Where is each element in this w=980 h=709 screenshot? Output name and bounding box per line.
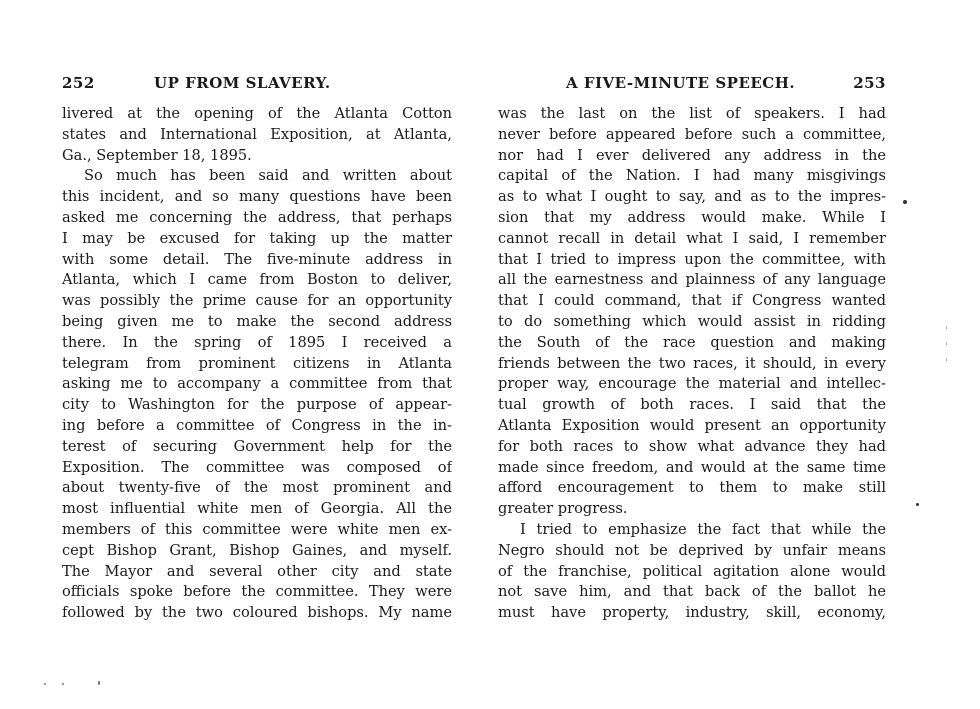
text-line: there. In the spring of 1895 I received a — [62, 333, 452, 351]
scan-speck — [916, 503, 919, 506]
scan-speck — [62, 683, 64, 685]
text-line: friends between the two races, it should, in every — [498, 354, 886, 372]
text-line: officials spoke before the committee. They were — [62, 583, 452, 601]
text-line: being given me to make the second address — [62, 312, 452, 330]
text-line: most influential white men of Georgia. All the — [62, 500, 452, 518]
scan-speck — [946, 326, 947, 329]
text-line: proper way, encourage the material and intellec- — [498, 375, 886, 393]
text-line: afford encouragement to them to make still — [498, 479, 886, 497]
text-line: telegram from prominent citizens in Atlanta — [62, 354, 452, 372]
left-body-text — [62, 104, 452, 624]
text-line: tual growth of both races. I said that the — [498, 396, 886, 414]
text-line: all the earnestness and plainness of any language — [498, 271, 886, 289]
text-line: the South of the race question and making — [498, 333, 886, 351]
left-running-head — [62, 72, 452, 94]
text-line: Atlanta, which I came from Boston to deliver, — [62, 271, 452, 289]
text-line: about twenty-five of the most prominent and — [62, 479, 452, 497]
text-line: members of this committee were white men ex- — [62, 520, 452, 538]
text-line: that I could command, that if Congress wanted — [498, 292, 886, 310]
scan-speck — [903, 200, 907, 204]
text-line: Ga., September 18, 1895. — [62, 146, 252, 164]
text-line: Atlanta Exposition would present an opportunity — [498, 416, 886, 434]
text-line: was the last on the list of speakers. I had — [498, 105, 886, 122]
text-line: not save him, and that back of the ballot he — [498, 583, 886, 601]
text-line: I may be excused for taking up the matter — [62, 229, 452, 247]
scan-speck — [946, 342, 947, 345]
text-line: The Mayor and several other city and state — [62, 562, 452, 580]
text-line: cannot recall in detail what I said, I remember — [498, 229, 886, 247]
text-line: this incident, and so many questions have been — [62, 188, 452, 206]
text-line: that I tried to impress upon the committee, with — [498, 250, 886, 268]
text-line: followed by the two coloured bishops. My name — [62, 604, 452, 622]
text-line: asked me concerning the address, that perhaps — [62, 208, 452, 226]
text-line: Exposition. The committee was composed of — [62, 458, 452, 476]
text-line: cept Bishop Grant, Bishop Gaines, and myself. — [62, 541, 452, 559]
text-line: greater progress. — [498, 500, 628, 518]
right-page-number: 253 — [853, 74, 886, 92]
scan-speck — [44, 683, 46, 685]
text-line: terest of securing Government help for the — [62, 437, 452, 455]
text-line: must have property, industry, skill, economy, — [498, 604, 886, 622]
text-line: city to Washington for the purpose of appear- — [62, 396, 452, 414]
text-line: of the franchise, political agitation alone would — [498, 562, 886, 580]
text-line: nor had I ever delivered any address in the — [498, 146, 886, 164]
scan-speck — [946, 358, 947, 361]
text-line: to do something which would assist in ridding — [498, 312, 886, 330]
text-line: I tried to emphasize the fact that while the — [520, 520, 886, 538]
text-line: as to what I ought to say, and as to the impres- — [498, 188, 886, 206]
text-line: So much has been said and written about — [84, 167, 452, 185]
scan-speck — [98, 681, 100, 685]
text-line: states and International Exposition, at Atlanta, — [62, 125, 452, 143]
text-line: asking me to accompany a committee from that — [62, 375, 452, 393]
text-line: Negro should not be deprived by unfair means — [498, 541, 886, 559]
right-running-head — [498, 72, 886, 94]
left-page-number: 252 — [62, 74, 95, 92]
text-line: capital of the Nation. I had many misgivings — [498, 167, 886, 185]
text-line: was possibly the prime cause for an opportunity — [62, 292, 452, 310]
text-line: with some detail. The five-minute address in — [62, 250, 452, 268]
left-running-title: UP FROM SLAVERY. — [154, 74, 331, 92]
text-line: livered at the opening of the Atlanta Cotton — [62, 105, 452, 122]
text-line: made since freedom, and would at the same time — [498, 458, 886, 476]
text-line: for both races to show what advance they had — [498, 437, 886, 455]
right-body-text — [498, 104, 886, 624]
text-line: sion that my address would make. While I — [498, 208, 886, 226]
text-line: never before appeared before such a committee, — [498, 125, 886, 143]
right-running-title: A FIVE-MINUTE SPEECH. — [566, 74, 796, 92]
right-page — [490, 0, 980, 709]
text-line: ing before a committee of Congress in the in- — [62, 416, 452, 434]
